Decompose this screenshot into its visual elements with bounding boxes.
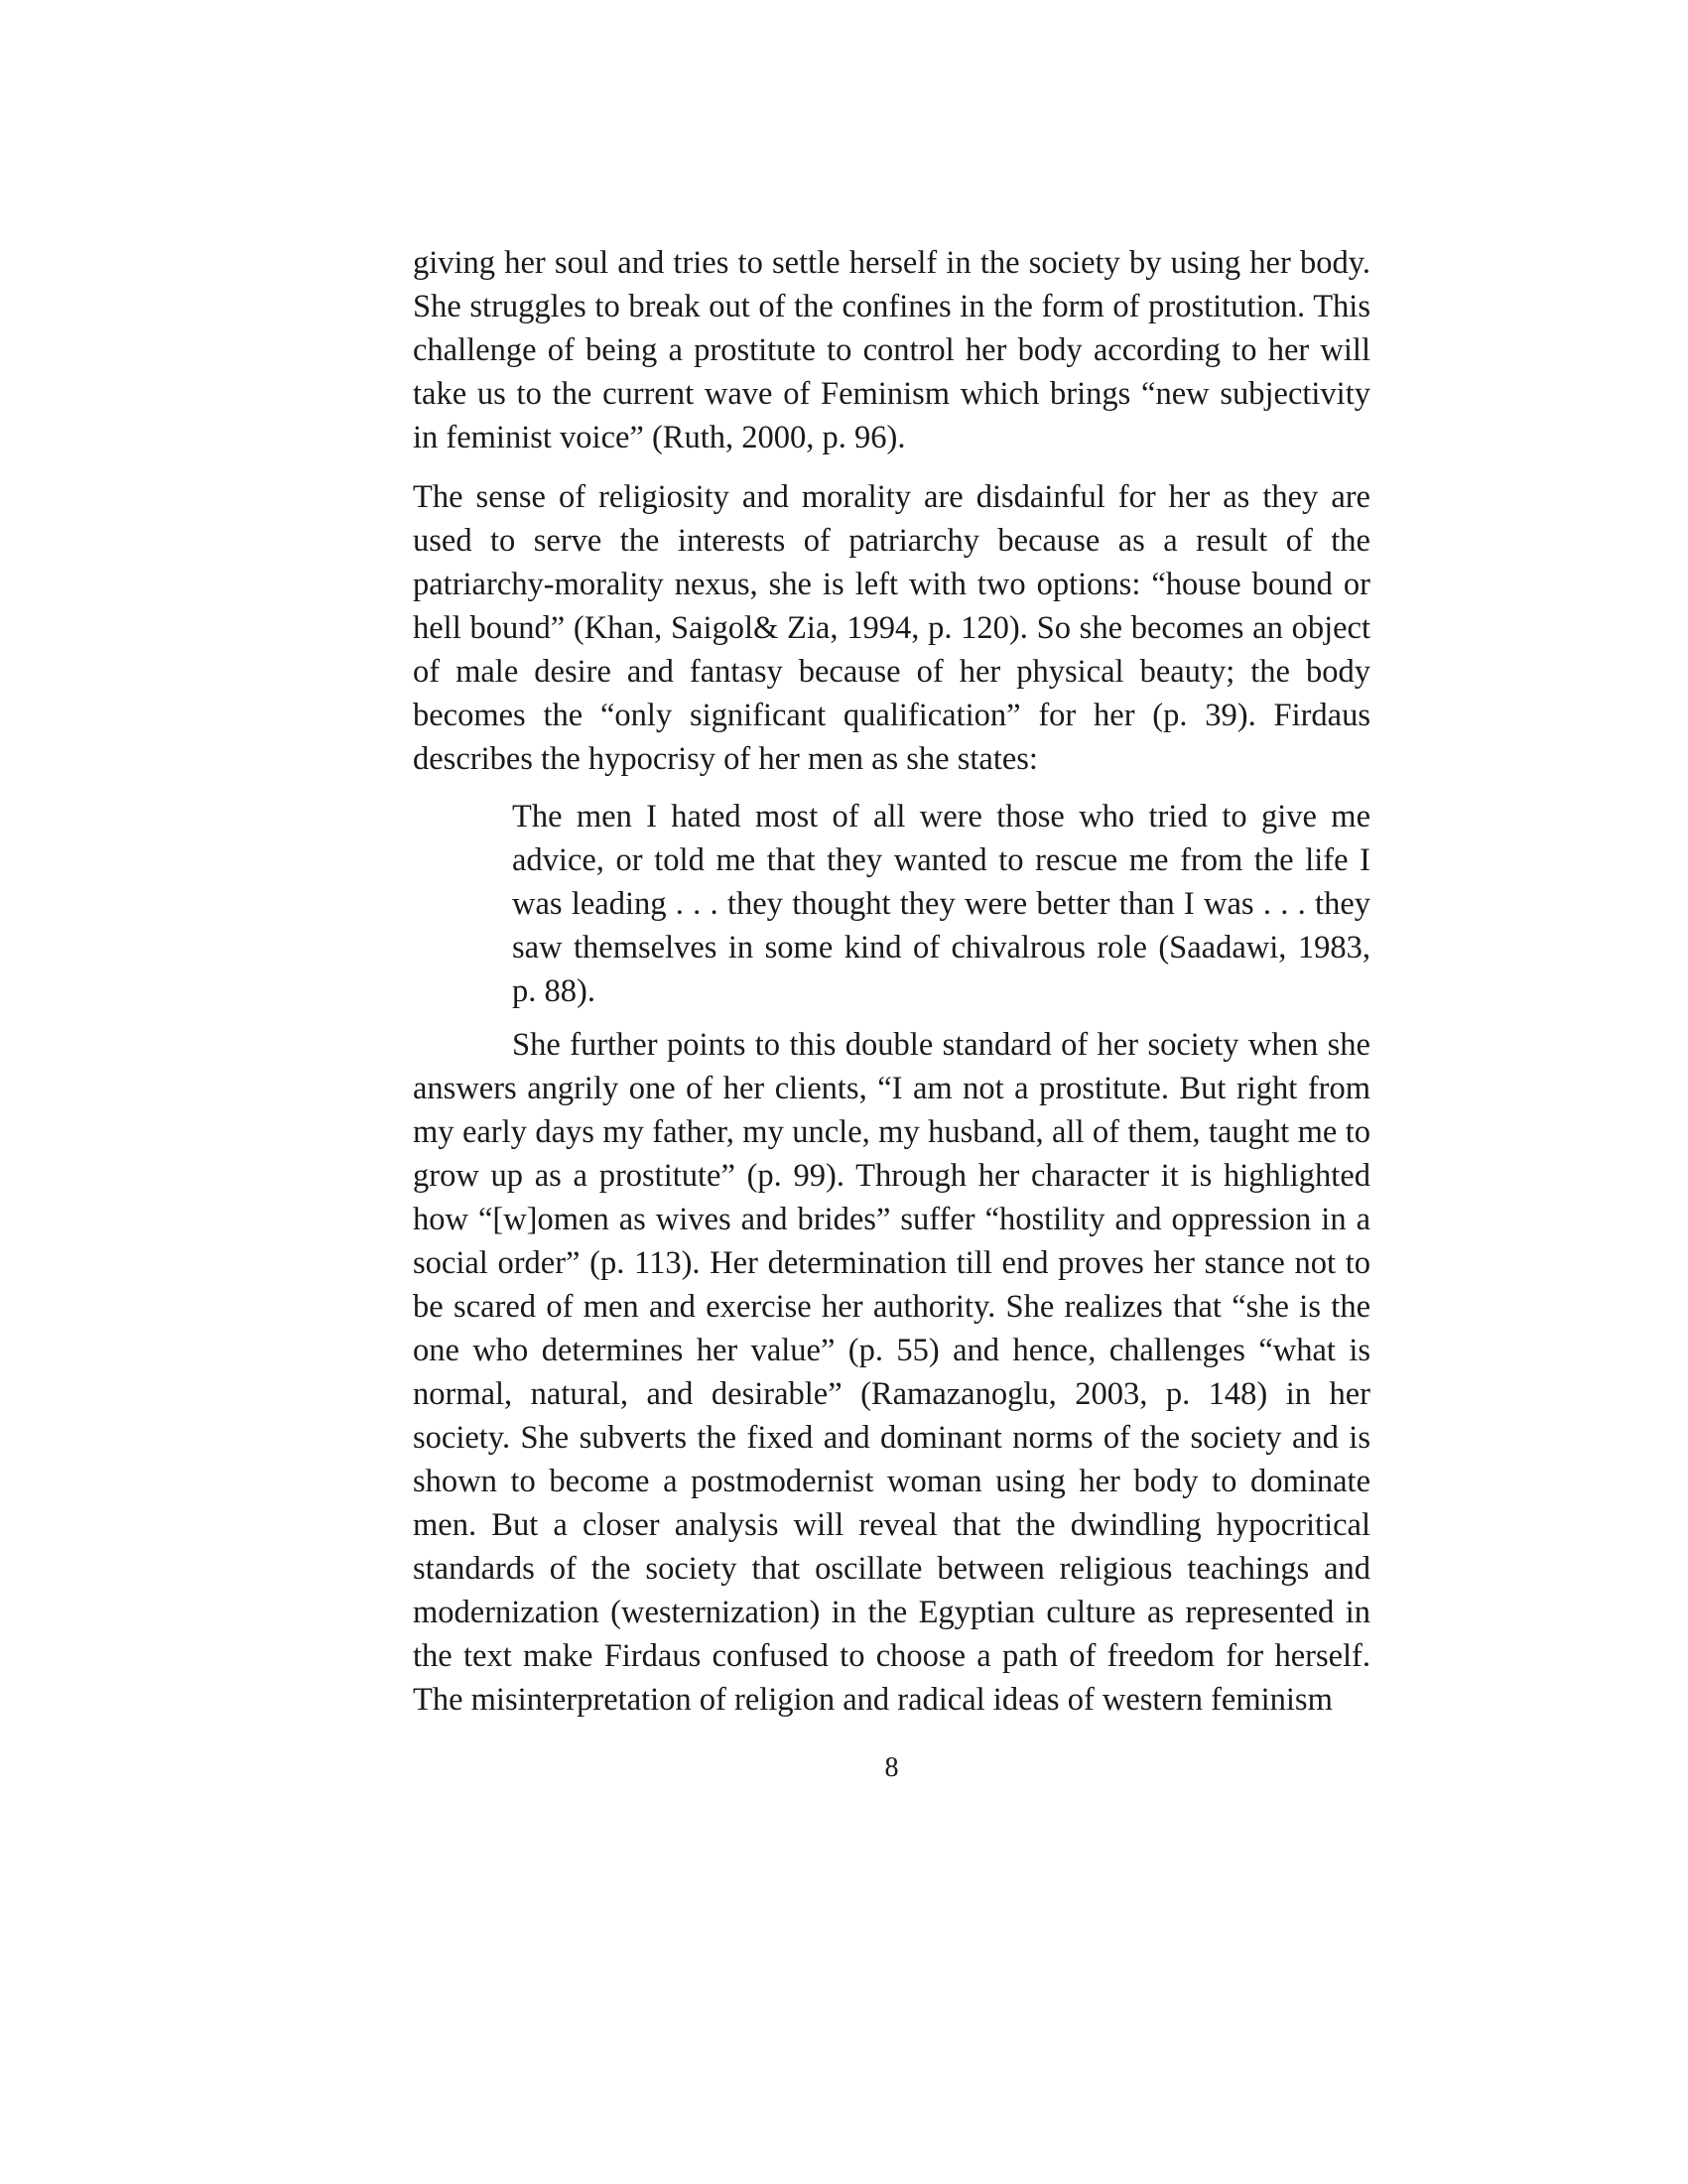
paragraph-2: The sense of religiosity and morality are disdainful for her as they are used to serve the interests of patriarchy because as a result of the patriarchy-morality nexus, she is left with two options: “house bound or hell bound” (Khan, Saigol& Zia, 1994, p. 120). So she becomes an object of male desire and fantasy because of her physical beauty; the body becomes the “only significant qualification” for her (p. 39). Firdaus describes the hypocrisy of her men as she states: bbox=[413, 479, 1370, 777]
paragraph-3: She further points to this double standard of her society when she answers angrily one of her clients, “I am not a prostitute. But right from my early days my father, my uncle, my husband, all of them, taught me to grow up as a prostitute” (p. 99). Through her character it is highlighted how “[w]omen as wives and brides” suffer “hostility and oppression in a social order” (p. 113). Her determination till end proves her stance not to be scared of men and exercise her authority. She realizes that “she is the one who determines her value” (p. 55) and hence, challenges “what is normal, natural, and desirable” (Ramazanoglu, 2003, p. 148) in her society. She subverts the fixed and dominant norms of the society and is shown to become a postmodernist woman using her body to dominate men. But a closer analysis will reveal that the dwindling hypocritical standards of the society that oscillate between religious teachings and modernization (westernization) in the Egyptian culture as represented in the text make Firdaus confused to choose a path of freedom for herself. The misinterpretation of religion and radical ideas of western feminism bbox=[413, 1027, 1370, 1718]
body-text bbox=[413, 241, 1370, 1722]
page-number: 8 bbox=[884, 1752, 899, 1783]
block-quote: The men I hated most of all were those who tried to give me advice, or told me that they wanted to rescue me from the life I was leading . . . they thought they were better than I was . . . they saw themselves in some kind of chivalrous role (Saadawi, 1983, p. 88). bbox=[512, 799, 1370, 1009]
paragraph-1: giving her soul and tries to settle herself in the society by using her body. She struggles to break out of the confines in the form of prostitution. This challenge of being a prostitute to control her body according to her will take us to the current wave of Feminism which brings “new subjectivity in feminist voice” (Ruth, 2000, p. 96). bbox=[413, 245, 1370, 455]
